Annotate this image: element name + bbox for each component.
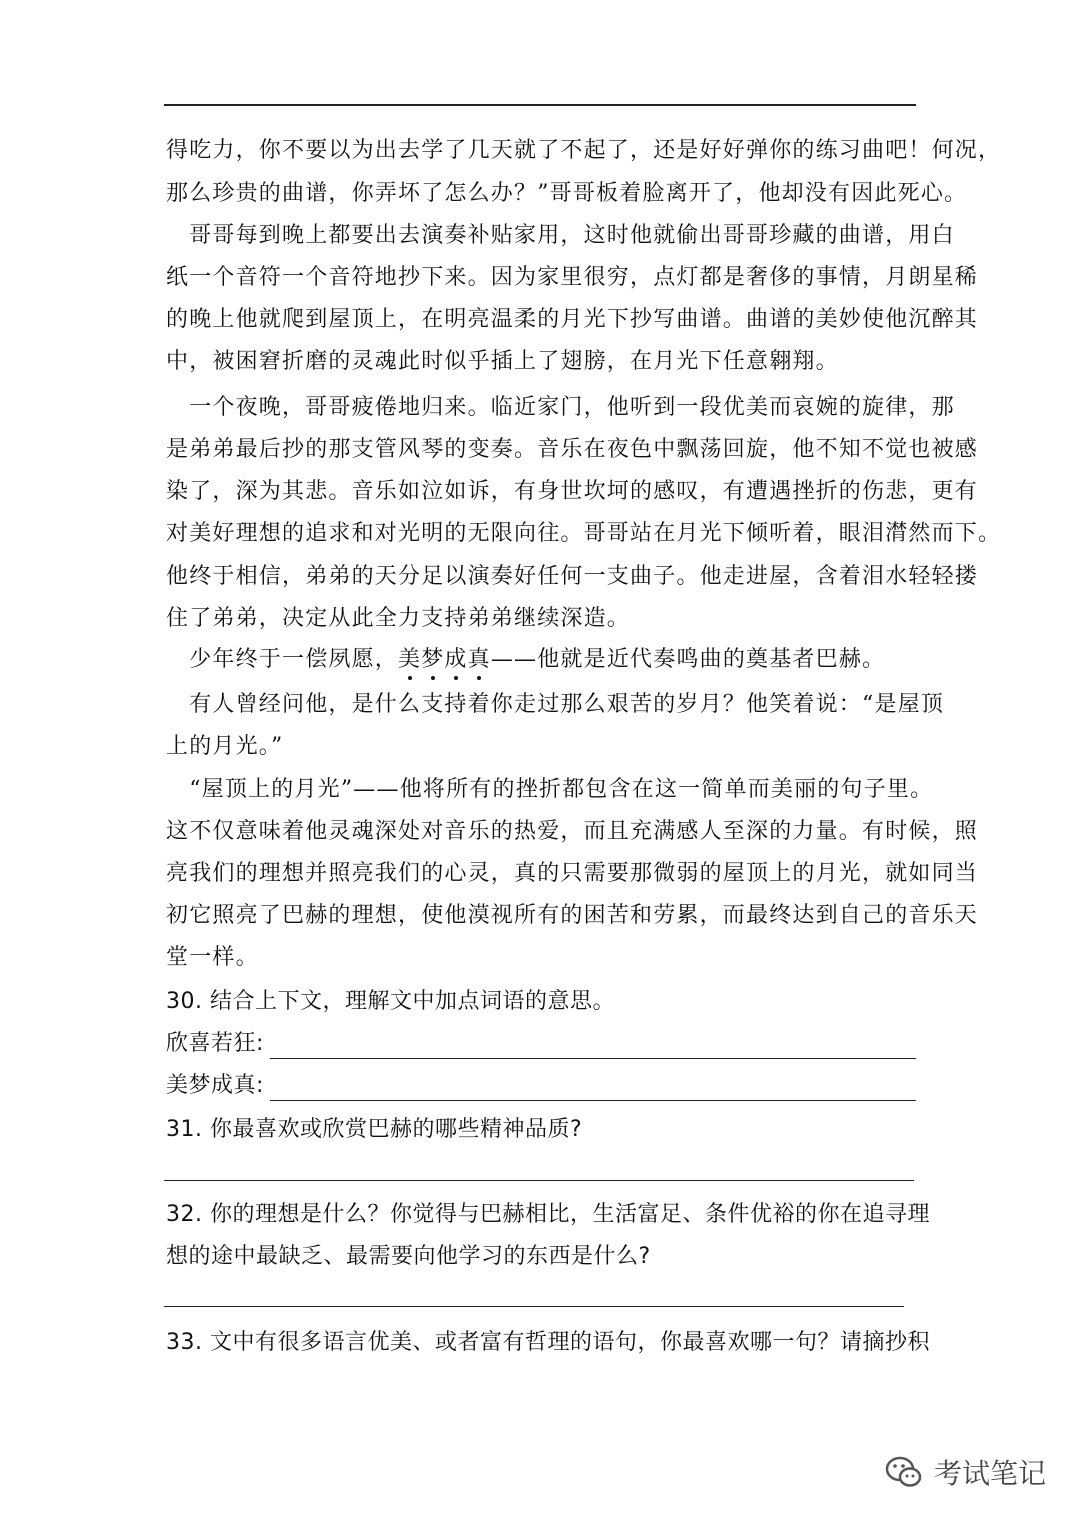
passage-line: 的晚上他就爬到屋顶上，在明亮温柔的月光下抄写曲谱。曲谱的美妙使他沉醉其	[166, 307, 979, 332]
dotted-char: 梦	[421, 647, 445, 672]
watermark-text: 考试笔记	[933, 1457, 1046, 1490]
top-divider	[164, 104, 916, 106]
passage-line: 有人曾经问他，是什么支持着你走过那么艰苦的岁月？他笑着说：“是屋顶	[166, 692, 945, 717]
passage-line: “屋顶上的月光”——他将所有的挫折都包含在这一简单而美丽的句子里。	[166, 777, 934, 802]
q32-answer-line[interactable]	[164, 1306, 904, 1307]
passage-line: 哥哥每到晚上都要出去演奏补贴家用，这时他就偷出哥哥珍藏的曲谱，用白	[166, 223, 955, 248]
question-31: 31. 你最喜欢或欣赏巴赫的哪些精神品质?	[166, 1117, 583, 1142]
passage-line: 他终于相信，弟弟的天分足以演奏好任何一支曲子。他走进屋，含着泪水轻轻搂	[166, 564, 979, 589]
dotted-word-meimengchengzhen	[398, 647, 491, 672]
passage-line: 初它照亮了巴赫的理想，使他漠视所有的困苦和劳累，而最终达到自己的音乐天	[166, 903, 979, 928]
q30-label-a: 欣喜若狂:	[166, 1031, 264, 1056]
question-32-line1: 32. 你的理想是什么？你觉得与巴赫相比，生活富足、条件优裕的你在追寻理	[166, 1202, 930, 1227]
passage-line: 是弟弟最后抄的那支管风琴的变奏。音乐在夜色中飘荡回旋，他不知不觉也被感	[166, 437, 979, 462]
passage-line: 上的月光。”	[166, 734, 284, 759]
question-32-line2: 想的途中最缺乏、最需要向他学习的东西是什么?	[166, 1244, 651, 1269]
dream-after: ——他就是近代奏鸣曲的奠基者巴赫。	[490, 647, 886, 672]
watermark	[884, 1452, 1046, 1492]
dotted-char: 真	[467, 647, 491, 672]
wechat-icon	[884, 1452, 924, 1492]
passage-line: 染了，深为其悲。音乐如泣如诉，有身世坎坷的感叹，有遭遇挫折的伤悲，更有	[166, 479, 979, 504]
question-33: 33. 文中有很多语言优美、或者富有哲理的语句，你最喜欢哪一句？请摘抄积	[166, 1330, 930, 1355]
q30-answer-blank-b[interactable]	[270, 1078, 916, 1101]
q30-label-b: 美梦成真:	[166, 1073, 264, 1098]
passage-line: 亮我们的理想并照亮我们的心灵，真的只需要那微弱的屋顶上的月光，就如同当	[166, 861, 979, 886]
passage-line-dream	[166, 645, 916, 675]
passage-line: 这不仅意味着他灵魂深处对音乐的热爱，而且充满感人至深的力量。有时候，照	[166, 819, 979, 844]
passage-line: 堂一样。	[166, 945, 259, 970]
passage-line: 得吃力，你不要以为出去学了几天就了不起了，还是好好弹你的练习曲吧！何况，	[166, 138, 1002, 163]
q30-item-a	[166, 1029, 916, 1059]
passage-line: 对美好理想的追求和对光明的无限向往。哥哥站在月光下倾听着，眼泪潸然而下。	[166, 521, 1002, 546]
passage-line: 住了弟弟，决定从此全力支持弟弟继续深造。	[166, 606, 631, 631]
dotted-char: 美	[398, 647, 422, 672]
q30-item-b	[166, 1071, 916, 1101]
passage-line: 中，被困窘折磨的灵魂此时似乎插上了翅膀，在月光下任意翱翔。	[166, 349, 839, 374]
passage-line: 纸一个音符一个音符地抄下来。因为家里很穷，点灯都是奢侈的事情，月朗星稀	[166, 265, 979, 290]
dotted-char: 成	[444, 647, 468, 672]
q30-answer-blank-a[interactable]	[270, 1036, 916, 1059]
question-30: 30. 结合上下文，理解文中加点词语的意思。	[166, 989, 615, 1014]
dream-before: 少年终于一偿夙愿，	[166, 647, 399, 672]
passage-line: 一个夜晚，哥哥疲倦地归来。临近家门，他听到一段优美而哀婉的旋律，那	[166, 395, 955, 420]
passage-line: 那么珍贵的曲谱，你弄坏了怎么办？”哥哥板着脸离开了，他却没有因此死心。	[166, 181, 968, 206]
q31-answer-line[interactable]	[164, 1180, 914, 1181]
